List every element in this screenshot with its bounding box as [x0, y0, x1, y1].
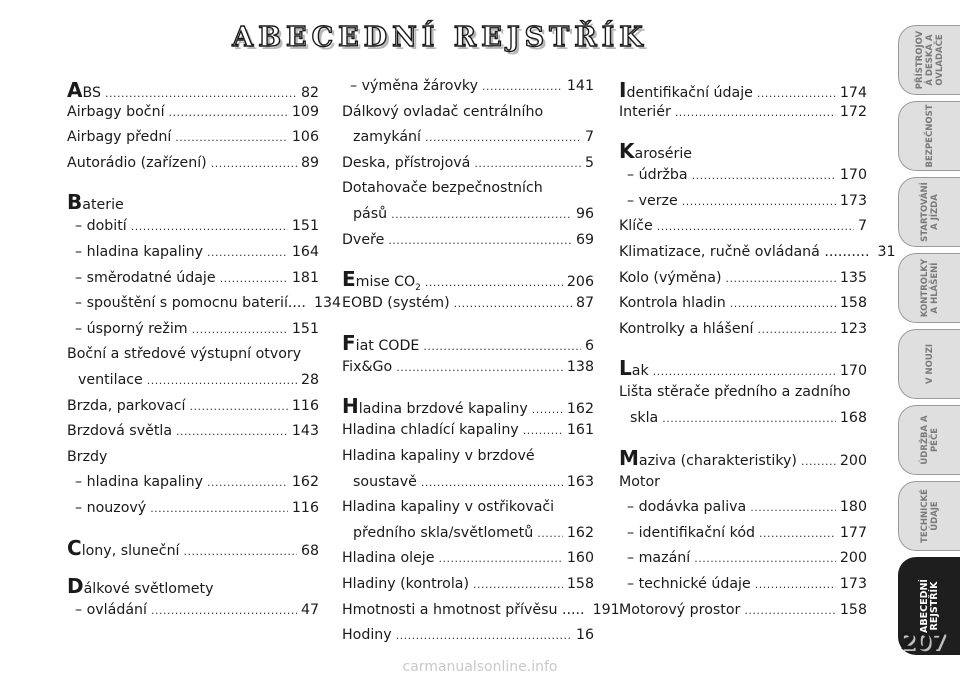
leader-dots [131, 218, 288, 234]
leader-dots [105, 85, 297, 101]
leader-dots [757, 321, 835, 337]
entry-page: 177 [839, 524, 867, 541]
entry-page: 87 [575, 295, 594, 312]
index-entry [619, 499, 867, 525]
index-column-3 [619, 78, 896, 627]
entry-term: Dotahovače bezpečnostních [342, 180, 543, 197]
leader-dots [657, 218, 854, 234]
leader-dots [755, 576, 836, 592]
tab-label: PŘÍSTROJOV Á DESKA A OVLADAČE [914, 30, 945, 90]
index-entry [619, 167, 867, 193]
index-entry [619, 321, 867, 347]
entry-page: 200 [839, 452, 867, 469]
leader-dots [396, 359, 563, 375]
index-entry [342, 474, 594, 500]
tab-v-nouzi[interactable] [898, 329, 960, 399]
entry-page: 69 [575, 231, 594, 248]
entry-page: 158 [839, 601, 867, 618]
entry-term: Dálkové světlomety [67, 573, 214, 598]
entry-term: Hladina brzdové kapaliny [342, 394, 528, 419]
entry-term: Autorádio (zařízení) [67, 154, 207, 171]
entry-term: Kontrola hladin [619, 295, 726, 312]
leader-dots [474, 155, 581, 171]
leader-dots [759, 525, 836, 541]
entry-page: 141 [566, 78, 594, 94]
index-entry [67, 398, 319, 424]
index-entry [67, 104, 319, 130]
index-entry [619, 384, 867, 410]
index-entry [619, 104, 867, 130]
entry-page: 47 [300, 601, 319, 618]
index-entry [619, 525, 867, 551]
entry-term: – hladina kapaliny [75, 243, 204, 260]
leader-dots [207, 244, 288, 260]
entry-term: – výměna žárovky [350, 78, 478, 94]
entry-page: 163 [566, 473, 594, 490]
index-entry [619, 243, 896, 270]
index-column-1 [67, 78, 342, 627]
leader-dots [454, 295, 572, 311]
entry-term: – dodávka paliva [627, 499, 747, 516]
entry-page: 200 [839, 550, 867, 567]
entry-page: 170 [839, 363, 867, 380]
leader-dots [425, 129, 581, 145]
entry-term: Hladina kapaliny v ostřikovači [342, 499, 555, 516]
index-entry [67, 536, 319, 564]
tab-technicke-udaje[interactable] [898, 481, 960, 551]
entry-page: 151 [291, 218, 319, 235]
leader-dots [391, 206, 572, 222]
index-entry [342, 525, 594, 551]
entry-page: 174 [839, 85, 867, 101]
section-initial: E [342, 267, 356, 292]
index-entry [342, 550, 594, 576]
leader-dots [388, 232, 572, 248]
index-entry [342, 448, 594, 474]
index-entry [342, 206, 594, 232]
leader-dots [211, 155, 297, 171]
index-entry [342, 627, 594, 653]
watermark: carmanualsonline.info [402, 659, 558, 675]
entry-term: ABS [67, 78, 101, 102]
tab-label: TECHNICKÉ ÚDAJE [919, 489, 940, 543]
entry-term: – úsporný režim [75, 320, 188, 337]
index-entry [342, 267, 594, 295]
entry-term: Identifikační údaje [619, 78, 753, 102]
leader-dots [151, 602, 297, 618]
index-entry [67, 449, 319, 475]
entry-page: 6 [584, 337, 594, 354]
entry-page: 134 [313, 295, 342, 312]
index-entry [619, 270, 867, 296]
leader-dots [730, 295, 836, 311]
leader-dots [176, 423, 288, 439]
index-entry [619, 602, 867, 628]
leader-dots [682, 193, 836, 209]
section-initial: K [619, 139, 635, 164]
entry-page: 106 [291, 129, 319, 146]
index-entry [619, 295, 867, 321]
index-entry [67, 270, 319, 296]
entry-term: Kolo (výměna) [619, 269, 722, 286]
index-entry [342, 601, 620, 628]
page-title: ABECEDNÍ REJSTŘÍK [232, 22, 648, 53]
section-tabs [898, 25, 960, 661]
index-entry [342, 422, 594, 448]
section-initial: H [342, 394, 359, 419]
section-initial: D [67, 573, 84, 598]
entry-term: Fix&Go [342, 358, 393, 375]
entry-term: Hmotnosti a hmotnost přívěsu ..... [342, 601, 585, 618]
leader-dots [744, 602, 836, 618]
index-entry [619, 576, 867, 602]
leader-dots [750, 499, 836, 515]
leader-dots [757, 85, 836, 101]
tab-label: STARTOVÁNÍ A JÍZDA [919, 182, 940, 242]
entry-page: 164 [291, 243, 319, 260]
index-entry [342, 499, 594, 525]
index-entry [342, 394, 594, 422]
index-entry [619, 550, 867, 576]
entry-term: zamykání [353, 129, 421, 146]
entry-page: 191 [592, 601, 620, 618]
index-entry [67, 129, 319, 155]
index-entry [67, 244, 319, 270]
tab-label: V NOUZI [924, 343, 935, 385]
tab-label: ÚDRŽBA A PÉČE [919, 415, 940, 465]
tab-startovani[interactable] [898, 177, 960, 247]
leader-dots [425, 274, 563, 290]
entry-page: 116 [291, 397, 319, 414]
entry-term: Lak [619, 356, 649, 381]
entry-page: 160 [566, 550, 594, 567]
entry-term: – technické údaje [627, 575, 751, 592]
entry-term: – identifikační kód [627, 524, 756, 541]
entry-term: pásů [353, 205, 388, 222]
entry-term: Brzda, parkovací [67, 397, 186, 414]
entry-term: Maziva (charakteristiky) [619, 445, 797, 470]
leader-dots [192, 321, 288, 337]
entry-term: Motorový prostor [619, 601, 741, 618]
page-number: 207 [900, 630, 946, 655]
leader-dots [207, 474, 288, 490]
index-entry [342, 104, 594, 130]
index-entry [342, 129, 594, 155]
index-entry [67, 500, 319, 526]
entry-term: EOBD (systém) [342, 295, 450, 312]
leader-dots [694, 550, 836, 566]
tab-bezpecnost[interactable] [898, 101, 960, 171]
section-initial: B [67, 190, 83, 215]
entry-page: 89 [300, 154, 319, 171]
entry-page: 138 [566, 358, 594, 375]
index-entry [619, 78, 867, 104]
entry-page: 158 [839, 295, 867, 312]
entry-term: Hladina kapaliny v brzdové [342, 447, 535, 464]
leader-dots [175, 129, 288, 145]
section-initial: A [67, 78, 83, 102]
index-entry [342, 331, 594, 359]
entry-page: 173 [839, 192, 867, 209]
tab-label: ABECEDNÍ REJSTŘÍK [918, 579, 940, 633]
entry-term: Airbagy boční [67, 103, 165, 120]
entry-page: 96 [575, 205, 594, 222]
entry-term: Klimatizace, ručně ovládaná .......... [619, 243, 870, 260]
tab-pristrojova-deska[interactable] [898, 25, 960, 95]
entry-term: – směrodatné údaje [75, 269, 216, 286]
leader-dots [675, 104, 836, 120]
index-entry [619, 474, 867, 500]
entry-term: předního skla/světlometů [353, 524, 534, 541]
entry-term: Emise $CO_2$ [342, 267, 421, 293]
entry-term: Klíče [619, 218, 653, 235]
index-entry [342, 359, 594, 385]
entry-term: – spouštění s pomocnu baterií.... [75, 295, 306, 312]
entry-term: Dálkový ovladač centrálního [342, 103, 544, 120]
index-entry [619, 193, 867, 219]
entry-page: 173 [839, 575, 867, 592]
section-initial: M [619, 445, 639, 470]
entry-page: 5 [584, 154, 594, 171]
index-entry [619, 410, 867, 436]
entry-term: Baterie [67, 190, 124, 215]
entry-term: Clony, sluneční [67, 535, 180, 560]
index-entry [342, 576, 594, 602]
section-initial: C [67, 535, 82, 560]
leader-dots [662, 410, 836, 426]
entry-page: 143 [291, 423, 319, 440]
entry-term: skla [630, 409, 659, 426]
index-entry [342, 295, 594, 321]
index-entry [67, 190, 319, 218]
entry-term: Fiat CODE [342, 330, 420, 355]
section-initial: F [342, 330, 356, 355]
entry-page: 82 [300, 85, 319, 101]
entry-term: – ovládání [75, 601, 147, 618]
index-entry [619, 356, 867, 384]
leader-dots [169, 104, 288, 120]
entry-page: 7 [584, 129, 594, 146]
entry-term: Hladina chladící kapaliny [342, 422, 519, 439]
tab-kontrolky[interactable] [898, 253, 960, 323]
index-entry [342, 78, 594, 104]
entry-term: Karosérie [619, 139, 693, 164]
section-initial: L [619, 356, 632, 381]
entry-term: – dobití [75, 218, 127, 235]
entry-term: Interiér [619, 103, 671, 120]
entry-term: Dveře [342, 231, 385, 248]
entry-term: Kontrolky a hlášení [619, 320, 754, 337]
entry-term: Hladiny (kontrola) [342, 575, 470, 592]
entry-page: 16 [575, 627, 594, 644]
index-entry [342, 232, 594, 258]
index-entry [619, 218, 867, 244]
entry-page: 135 [839, 269, 867, 286]
tab-udrzba[interactable] [898, 405, 960, 475]
index-entry [67, 346, 319, 372]
entry-page: 151 [291, 320, 319, 337]
leader-dots [532, 401, 563, 417]
leader-dots [150, 500, 288, 516]
leader-dots [421, 474, 563, 490]
leader-dots [184, 543, 297, 559]
leader-dots [423, 338, 581, 354]
entry-term: Deska, přístrojová [342, 154, 471, 171]
entry-term: Brzdy [67, 448, 108, 465]
entry-page: 162 [291, 474, 319, 491]
index-entry [67, 218, 319, 244]
entry-term: – nouzový [75, 499, 147, 516]
index-entry [342, 180, 594, 206]
index-entry [67, 78, 319, 104]
entry-term: – hladina kapaliny [75, 474, 204, 491]
leader-dots [147, 372, 297, 388]
entry-page: 180 [839, 499, 867, 516]
entry-page: 181 [291, 269, 319, 286]
index-entry [619, 446, 867, 474]
entry-page: 31 [877, 243, 896, 260]
entry-page: 68 [300, 542, 319, 559]
entry-term: Boční a středové výstupní otvory [67, 346, 302, 363]
entry-term: Motor [619, 473, 660, 490]
leader-dots [473, 576, 563, 592]
entry-term: Lišta stěrače předního a zadního [619, 384, 851, 401]
leader-dots [726, 270, 836, 286]
index-entry [67, 321, 319, 347]
entry-term: Hodiny [342, 627, 392, 644]
entry-page: 116 [291, 499, 319, 516]
leader-dots [190, 398, 288, 414]
entry-term: Airbagy přední [67, 129, 172, 146]
tab-label: KONTROLKY A HLÁŠENÍ [919, 258, 940, 318]
entry-term: Hladina oleje [342, 550, 435, 567]
index-entry [619, 139, 867, 167]
index-entry [67, 423, 319, 449]
entry-page: 162 [566, 524, 594, 541]
leader-dots [482, 78, 563, 94]
leader-dots [396, 627, 572, 643]
entry-page: 172 [839, 103, 867, 120]
entry-term: soustavě [353, 473, 417, 490]
index-entry [67, 574, 319, 602]
section-initial: I [619, 78, 627, 102]
entry-page: 28 [300, 371, 319, 388]
entry-term: – verze [627, 192, 678, 209]
entry-page: 161 [566, 422, 594, 439]
entry-term: Brzdová světla [67, 423, 173, 440]
entry-term: – mazání [627, 550, 691, 567]
entry-page: 109 [291, 103, 319, 120]
entry-term: ventilace [78, 371, 143, 388]
entry-term: – údržba [627, 167, 688, 184]
leader-dots [438, 550, 562, 566]
leader-dots [692, 167, 836, 183]
entry-page: 168 [839, 409, 867, 426]
index-entry [67, 602, 319, 628]
leader-dots [220, 270, 288, 286]
index-entry [342, 155, 594, 181]
leader-dots [523, 422, 563, 438]
index-column-2 [342, 78, 620, 653]
tab-label: BEZPEČNOST [924, 104, 935, 168]
entry-page: 206 [566, 274, 594, 291]
leader-dots [537, 525, 563, 541]
entry-page: 170 [839, 167, 867, 184]
entry-page: 162 [566, 401, 594, 418]
leader-dots [801, 453, 836, 469]
entry-page: 7 [857, 218, 867, 235]
leader-dots [653, 363, 836, 379]
entry-page: 123 [839, 320, 867, 337]
index-entry [67, 474, 319, 500]
index-entry [67, 372, 319, 398]
entry-page: 158 [566, 575, 594, 592]
index-entry [67, 155, 319, 181]
index-entry [67, 295, 342, 321]
